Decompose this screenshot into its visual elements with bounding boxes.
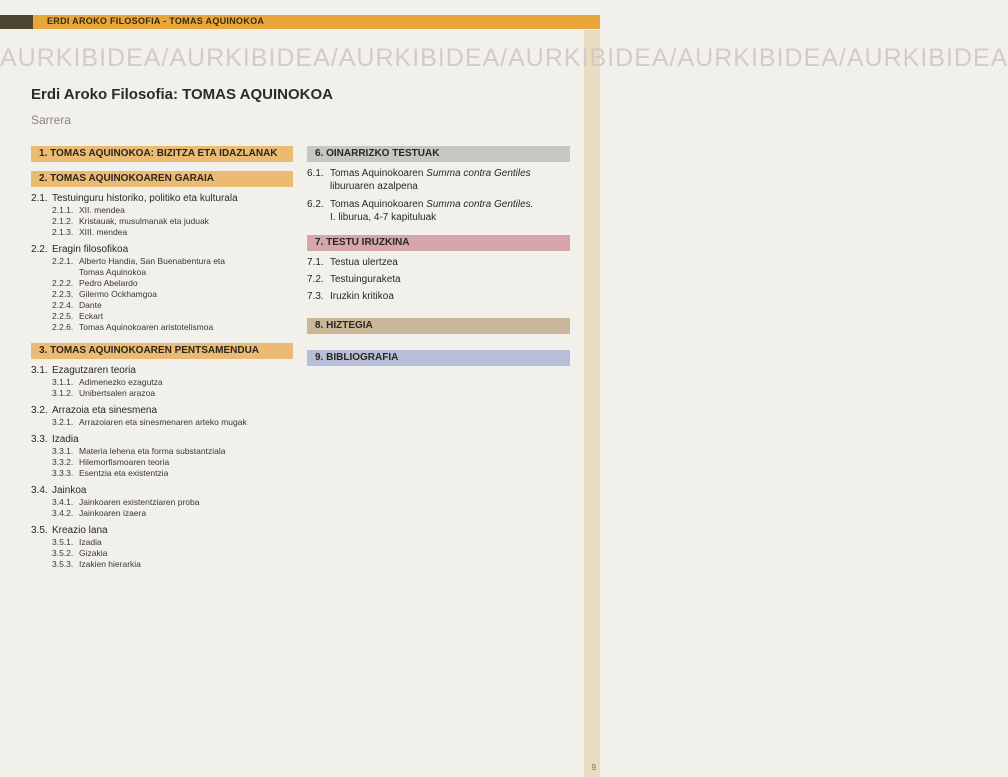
- toc-subentry[interactable]: 3.1.1. Adimenezko ezagutza: [52, 377, 163, 387]
- page-title: Erdi Aroko Filosofia: TOMAS AQUINOKOA: [31, 86, 333, 103]
- toc-subentry[interactable]: 2.1.3. XIII. mendea: [52, 227, 128, 237]
- toc-entry[interactable]: 2.2. Eragin filosofikoa: [31, 244, 129, 255]
- toc-subentry[interactable]: 2.1.2. Kristauak, musulmanak eta juduak: [52, 216, 209, 226]
- toc-entry[interactable]: 6.2. Tomas Aquinokoaren Summa contra Gentiles. I. liburua, 4-7 kapituluak: [307, 199, 534, 223]
- toc-subentry[interactable]: 2.1.1. XII. mendea: [52, 205, 125, 215]
- toc-subentry[interactable]: 3.3.3. Esentzia eta existentzia: [52, 468, 169, 478]
- toc-subentry[interactable]: 3.5.2. Gizakia: [52, 548, 108, 558]
- toc-entry[interactable]: 7.1. Testua ulertzea: [307, 257, 398, 268]
- section-2-heading[interactable]: 2. TOMAS AQUINOKOAREN GARAIA: [31, 171, 293, 187]
- watermark-band: AURKIBIDEA/AURKIBIDEA/AURKIBIDEA/AURKIBIDEA/AURKIBIDEA/AURKIBIDEA: [0, 44, 1008, 72]
- toc-subentry[interactable]: 3.3.2. Hilemorfismoaren teoria: [52, 457, 170, 467]
- toc-subentry[interactable]: 2.2.1. Alberto Handia, San Buenabentura eta Tomas Aquinokoa: [52, 256, 226, 277]
- toc-entry[interactable]: 7.2. Testuinguraketa: [307, 274, 401, 285]
- section-8-heading[interactable]: 8. HIZTEGIA: [307, 318, 570, 334]
- toc-subentry[interactable]: 2.2.4. Dante: [52, 300, 102, 310]
- toc-subentry[interactable]: 3.2.1. Arrazoiaren eta sinesmenaren arteko mugak: [52, 417, 247, 427]
- toc-entry[interactable]: 3.5. Kreazio lana: [31, 525, 108, 536]
- toc-subentry[interactable]: 2.2.3. Gilermo Ockhamgoa: [52, 289, 157, 299]
- toc-subentry[interactable]: 3.5.3. Izakien hierarkia: [52, 559, 141, 569]
- toc-entry[interactable]: 6.1. Tomas Aquinokoaren Summa contra Gentiles liburuaren azalpena: [307, 168, 531, 192]
- section-1-heading[interactable]: 1. TOMAS AQUINOKOA: BIZITZA ETA IDAZLANAK: [31, 146, 293, 162]
- section-9-heading[interactable]: 9. BIBLIOGRAFIA: [307, 350, 570, 366]
- section-7-heading[interactable]: 7. TESTU IRUZKINA: [307, 235, 570, 251]
- toc-entry[interactable]: 3.1. Ezagutzaren teoria: [31, 365, 136, 376]
- section-3-heading[interactable]: 3. TOMAS AQUINOKOAREN PENTSAMENDUA: [31, 343, 293, 359]
- toc-entry[interactable]: 7.3. Iruzkin kritikoa: [307, 291, 394, 302]
- toc-subentry[interactable]: 3.4.1. Jainkoaren existentziaren proba: [52, 497, 200, 507]
- subtitle: Sarrera: [31, 113, 72, 127]
- toc-subentry[interactable]: 3.5.1. Izadia: [52, 537, 102, 547]
- header-dark-block: [0, 15, 33, 29]
- right-margin-strip: [584, 30, 600, 777]
- running-header-band: [0, 15, 600, 29]
- toc-subentry[interactable]: 2.2.6. Tomas Aquinokoaren aristotelismoa: [52, 322, 214, 332]
- page-number: 9: [591, 763, 596, 772]
- toc-left-column: [31, 140, 293, 570]
- toc-entry[interactable]: 3.3. Izadia: [31, 434, 79, 445]
- toc-subentry[interactable]: 3.3.1. Materia lehena eta forma substantziala: [52, 446, 226, 456]
- section-6-heading[interactable]: 6. OINARRIZKO TESTUAK: [307, 146, 570, 162]
- toc-subentry[interactable]: 3.4.2. Jainkoaren izaera: [52, 508, 147, 518]
- running-title: ERDI AROKO FILOSOFIA - TOMAS AQUINOKOA: [47, 16, 265, 26]
- toc-entry[interactable]: 2.1. Testuinguru historiko, politiko eta kulturala: [31, 193, 238, 204]
- toc-subentry[interactable]: 2.2.5. Eckart: [52, 311, 104, 321]
- toc-entry[interactable]: 3.4. Jainkoa: [31, 485, 87, 496]
- toc-subentry[interactable]: 3.1.2. Unibertsalen arazoa: [52, 388, 156, 398]
- toc-entry[interactable]: 3.2. Arrazoia eta sinesmena: [31, 405, 158, 416]
- toc-right-column: [307, 140, 570, 366]
- toc-subentry[interactable]: 2.2.2. Pedro Abelardo: [52, 278, 138, 288]
